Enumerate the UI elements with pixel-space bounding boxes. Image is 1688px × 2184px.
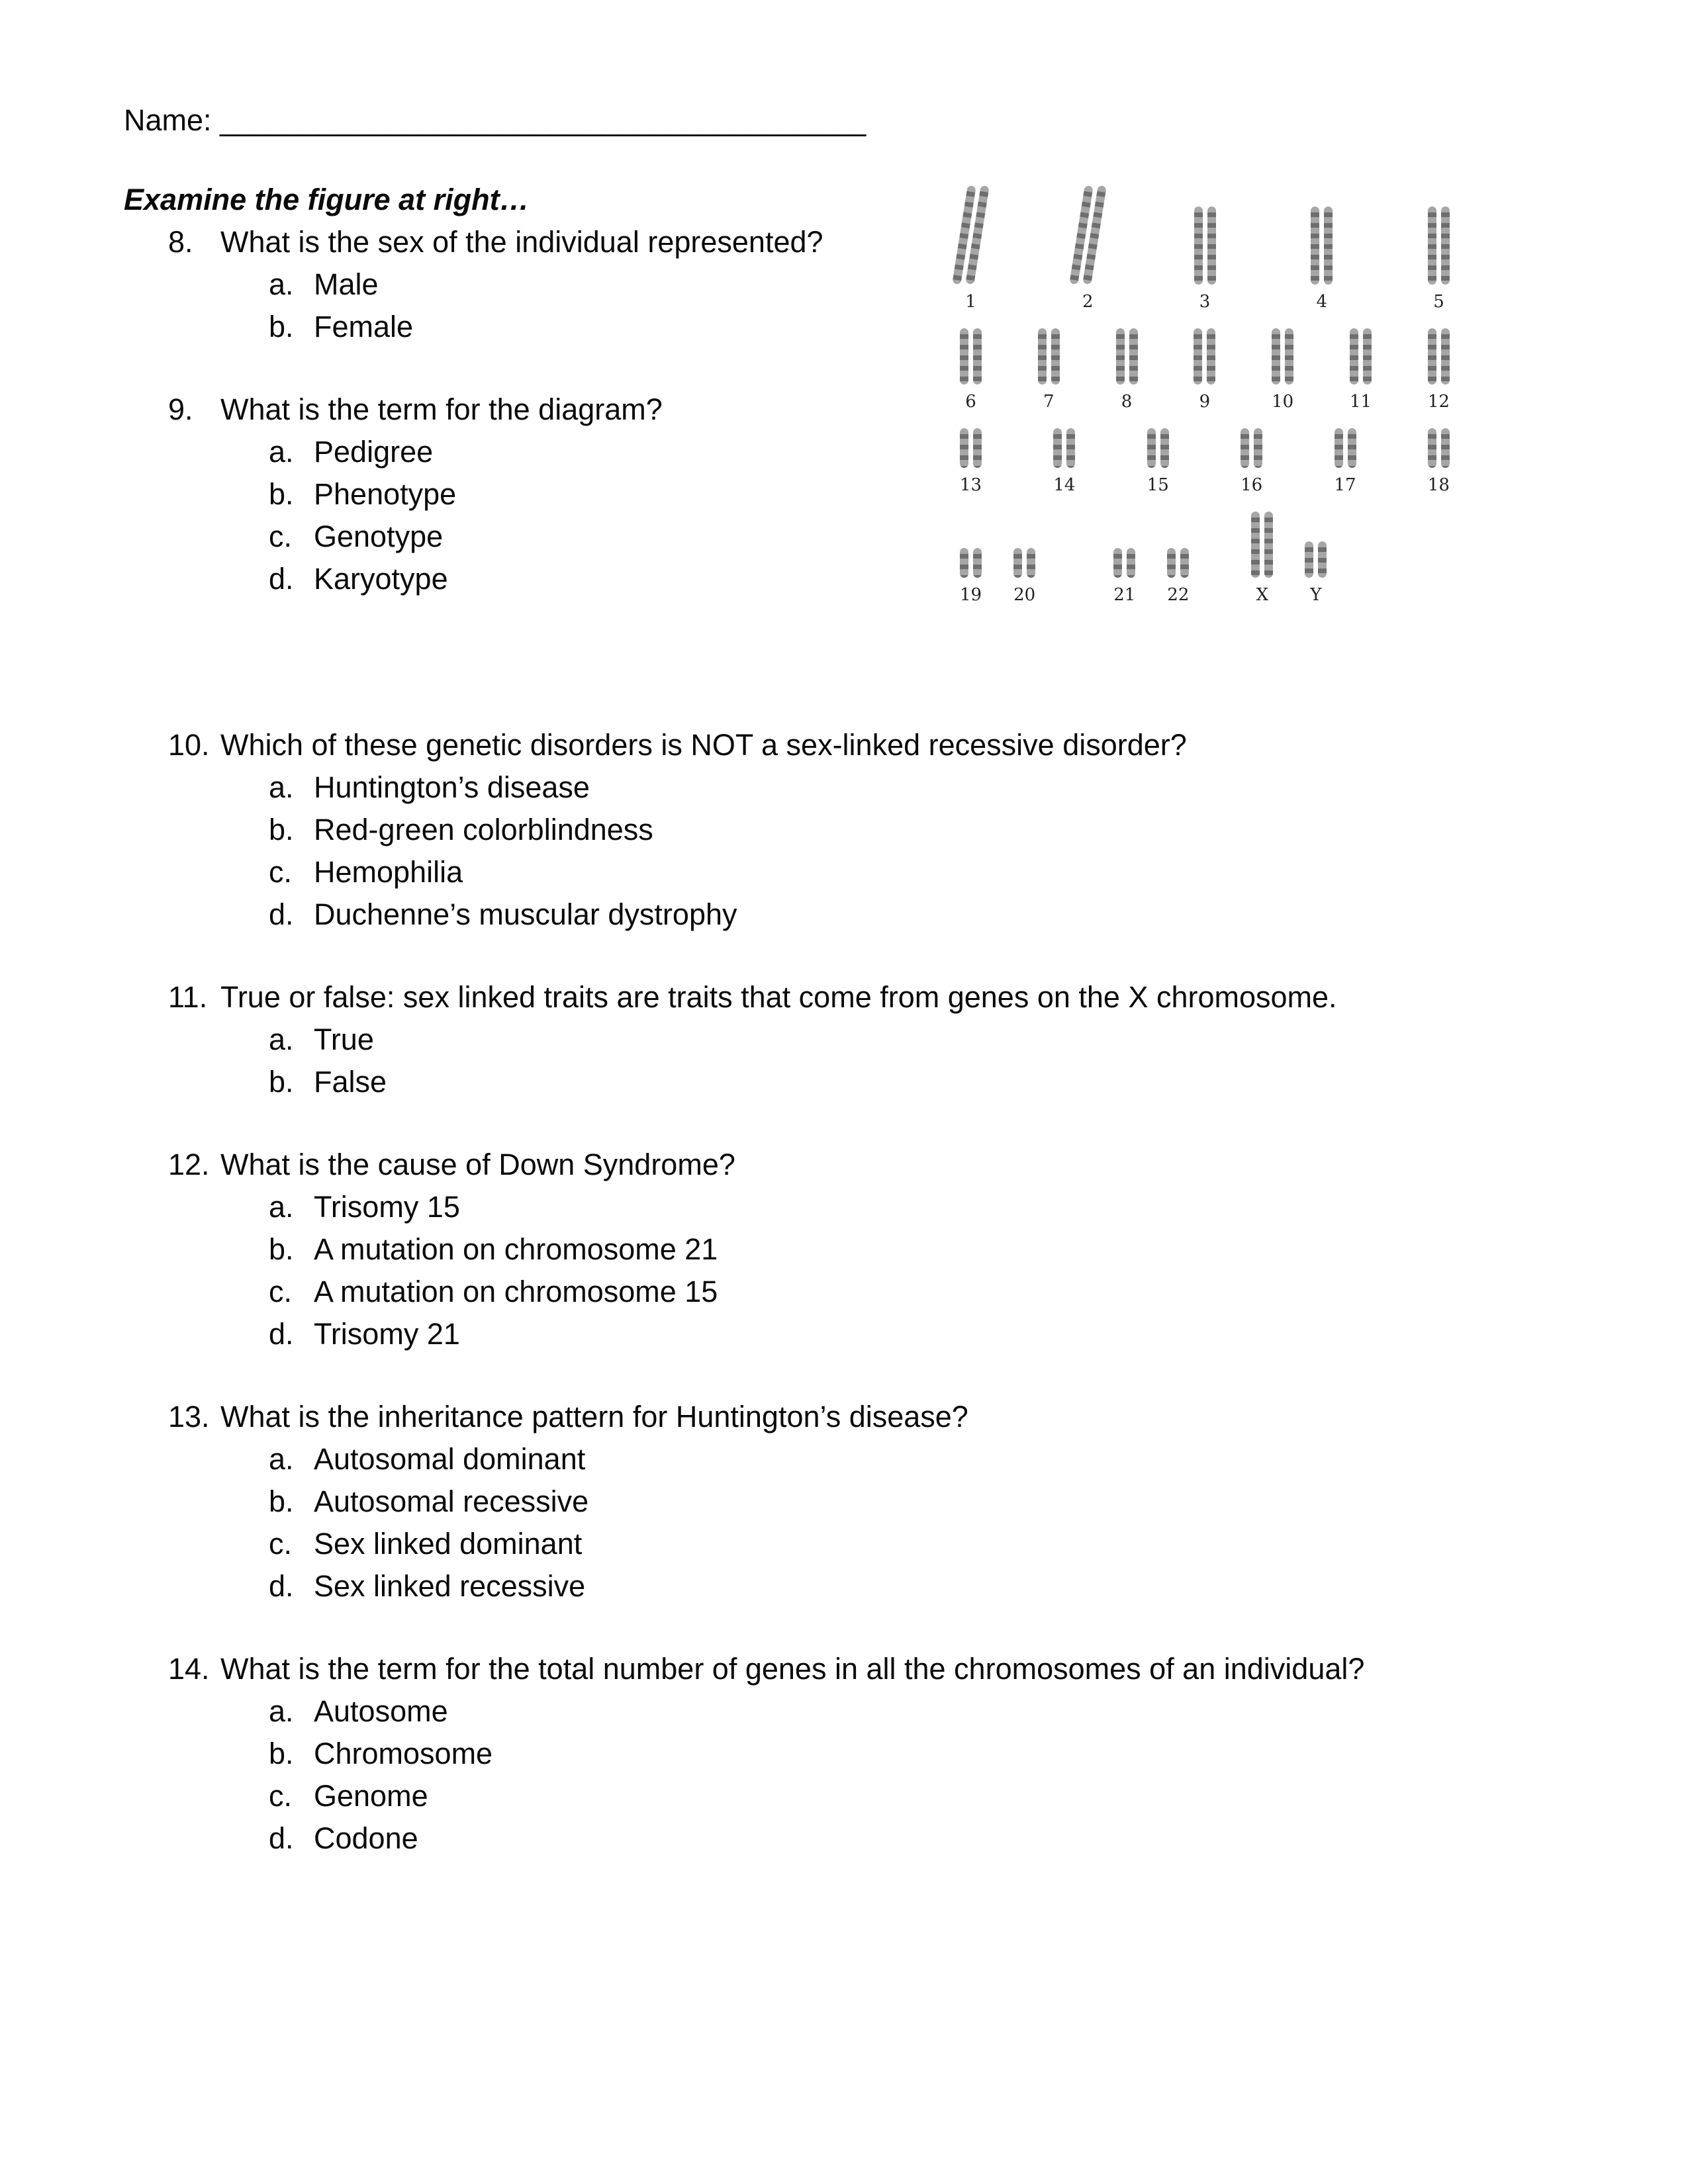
chromosome-icon <box>1285 328 1293 385</box>
choice <box>269 1565 1567 1608</box>
question-number: 10. <box>168 728 210 762</box>
chromosome-icon <box>1129 328 1138 385</box>
chromosome-pair-bars <box>960 185 982 285</box>
choice <box>269 1775 1567 1817</box>
chromosome-icon <box>1241 428 1249 468</box>
choice-letter: a. <box>269 267 294 301</box>
choice-text: Male <box>314 267 379 301</box>
chromosome-pair <box>960 328 982 411</box>
question-text: Which of these genetic disorders is NOT a sex-linked recessive disorder? <box>220 728 1187 762</box>
chromosome-pair-bars <box>1077 185 1099 285</box>
choice-letter: a. <box>269 1442 294 1476</box>
choice-letter: a. <box>269 770 294 804</box>
chromosome-pair <box>1038 328 1060 411</box>
chromosome-pair <box>1053 428 1075 494</box>
chromosome-icon <box>1013 548 1022 578</box>
chromosome-label: 14 <box>1053 475 1076 495</box>
choice-letter: b. <box>269 1484 294 1518</box>
chromosome-label: 22 <box>1167 585 1190 605</box>
question-number: 9. <box>168 392 193 426</box>
chromosome-pair <box>1428 206 1450 311</box>
choice-text: Chromosome <box>314 1737 493 1770</box>
chromosome-pair <box>960 185 982 311</box>
choice <box>269 1817 1567 1860</box>
chromosome-icon <box>1180 548 1189 578</box>
chromosome-label: 19 <box>960 585 982 605</box>
choice-text: Autosome <box>314 1694 448 1728</box>
choice <box>269 1271 1567 1313</box>
choice-letter: b. <box>269 813 294 846</box>
question-line <box>168 1396 1567 1438</box>
chromosome-label: 16 <box>1241 475 1263 495</box>
choice-text: Duchenne’s muscular dystrophy <box>314 897 737 931</box>
chromosome-icon <box>1350 328 1358 385</box>
chromosome-label: 20 <box>1013 585 1036 605</box>
chromosome-label: 13 <box>960 475 982 495</box>
choice-letter: a. <box>269 1190 294 1224</box>
choice-text: True <box>314 1023 374 1056</box>
question-text: What is the cause of Down Syndrome? <box>220 1148 735 1181</box>
chromosome-icon <box>1318 541 1327 578</box>
choice-letter: d. <box>269 1821 294 1855</box>
chromosome-label: 12 <box>1427 392 1450 412</box>
question-line <box>168 1144 1567 1186</box>
choice <box>269 1061 1567 1103</box>
choice <box>269 1019 1567 1061</box>
chromosome-icon <box>1207 328 1215 385</box>
chromosome-label: 3 <box>1199 292 1211 312</box>
chromosome-pair <box>960 428 982 494</box>
chromosome-icon <box>1272 328 1280 385</box>
choice <box>269 1523 1567 1565</box>
chromosome-icon <box>1335 428 1343 468</box>
chromosome-pair-bars <box>1311 206 1333 285</box>
chromosome-label: Y <box>1310 585 1322 605</box>
chromosome-icon <box>1324 206 1333 285</box>
question-text: True or false: sex linked traits are traits that come from genes on the X chromosome. <box>220 980 1337 1014</box>
choice-letter: c. <box>269 1275 293 1308</box>
choice-letter: a. <box>269 1694 294 1728</box>
instruction-heading: Examine the figure at right… <box>124 183 530 216</box>
chromosome-pair-bars <box>1272 328 1293 385</box>
chromosome-icon <box>1053 428 1062 468</box>
choice <box>269 851 1567 893</box>
chromosome-icon <box>1167 548 1176 578</box>
question-13 <box>168 1396 1567 1608</box>
chromosome-pair <box>1013 548 1035 604</box>
choice-letter: d. <box>269 1569 294 1603</box>
chromosome-icon <box>973 428 982 468</box>
question-line <box>168 724 1567 766</box>
chromosome-icon <box>1251 512 1260 578</box>
karyotype-figure <box>960 173 1450 622</box>
chromosome-pair-bars <box>1428 428 1450 468</box>
chromosome-pair-bars <box>1428 328 1450 385</box>
chromosome-pair-bars <box>960 548 982 578</box>
chromosome-pair <box>1251 512 1273 604</box>
question-number: 13. <box>168 1400 210 1433</box>
question-14 <box>168 1648 1567 1860</box>
choice <box>269 1186 1567 1228</box>
choice <box>269 1690 1567 1733</box>
name-row <box>124 99 1567 142</box>
chromosome-pair <box>1272 328 1293 411</box>
chromosome-label: 18 <box>1427 475 1450 495</box>
chromosome-icon <box>1264 512 1273 578</box>
choice <box>269 1733 1567 1775</box>
chromosome-icon <box>1428 328 1436 385</box>
chromosome-icon <box>1428 206 1436 285</box>
chromosome-pair-bars <box>1335 428 1356 468</box>
chromosome-label: 4 <box>1316 292 1328 312</box>
question-11 <box>168 976 1567 1103</box>
chromosome-label: 21 <box>1113 585 1136 605</box>
choice-letter: d. <box>269 1317 294 1351</box>
chromosome-pair <box>1167 548 1189 604</box>
chromosome-label: 2 <box>1082 292 1094 312</box>
question-number: 11. <box>168 980 208 1014</box>
name-label: Name: <box>124 103 212 137</box>
chromosome-pair <box>1147 428 1169 494</box>
chromosome-icon <box>1027 548 1035 578</box>
choice <box>269 893 1567 936</box>
question-text: What is the term for the total number of genes in all the chromosomes of an individual? <box>220 1652 1365 1686</box>
choice-text: Genotype <box>314 520 444 553</box>
chromosome-icon <box>1116 328 1125 385</box>
choice-letter: b. <box>269 310 294 343</box>
chromosome-icon <box>1127 548 1135 578</box>
question-number: 12. <box>168 1148 210 1181</box>
chromosome-pair-bars <box>960 328 982 385</box>
chromosome-pair <box>1311 206 1333 311</box>
choice-letter: a. <box>269 1023 294 1056</box>
chromosome-icon <box>1305 541 1313 578</box>
chromosome-icon <box>1348 428 1356 468</box>
chromosome-label: 11 <box>1350 392 1372 412</box>
choice <box>269 1228 1567 1271</box>
question-text: What is the sex of the individual represented? <box>220 225 823 259</box>
chromosome-icon <box>1441 428 1450 468</box>
chromosome-pair <box>1305 541 1327 604</box>
chromosome-pair <box>1350 328 1372 411</box>
chromosome-icon <box>1147 428 1156 468</box>
chromosome-pair-bars <box>1350 328 1372 385</box>
question-text: What is the term for the diagram? <box>220 392 663 426</box>
chromosome-icon <box>1194 206 1203 285</box>
choice-text: Genome <box>314 1779 428 1813</box>
question-12 <box>168 1144 1567 1355</box>
karyotype-row <box>960 185 1450 311</box>
chromosome-pair-bars <box>1147 428 1169 468</box>
choice-text: A mutation on chromosome 15 <box>314 1275 718 1308</box>
chromosome-pair-bars <box>1194 206 1216 285</box>
question-number: 14. <box>168 1652 210 1686</box>
choice-text: A mutation on chromosome 21 <box>314 1232 718 1266</box>
chromosome-label: 7 <box>1043 392 1055 412</box>
chromosome-pair-bars <box>1113 548 1135 578</box>
choice-letter: b. <box>269 1232 294 1266</box>
choice-text: False <box>314 1065 387 1099</box>
chromosome-pair-bars <box>1013 548 1035 578</box>
chromosome-pair-bars <box>1428 206 1450 285</box>
choice-letter: b. <box>269 1737 294 1770</box>
chromosome-pair-bars <box>1241 428 1262 468</box>
choice-text: Sex linked recessive <box>314 1569 586 1603</box>
question-number: 8. <box>168 225 193 259</box>
chromosome-icon <box>1113 548 1122 578</box>
chromosome-pair <box>1428 328 1450 411</box>
chromosome-pair-bars <box>1305 541 1327 578</box>
chromosome-icon <box>973 548 982 578</box>
choice-letter: b. <box>269 1065 294 1099</box>
question-line <box>168 976 1567 1019</box>
chromosome-icon <box>1254 428 1262 468</box>
choice-letter: c. <box>269 855 293 889</box>
chromosome-pair <box>1116 328 1138 411</box>
chromosome-pair-bars <box>960 428 982 468</box>
choice-letter: c. <box>269 520 293 553</box>
chromosome-label: 8 <box>1121 392 1133 412</box>
chromosome-pair-bars <box>1167 548 1189 578</box>
choice <box>269 809 1567 851</box>
chromosome-label: 10 <box>1272 392 1294 412</box>
chromosome-icon <box>1363 328 1372 385</box>
choice <box>269 1313 1567 1355</box>
chromosome-pair <box>1241 428 1262 494</box>
choice <box>269 1438 1567 1480</box>
choice-letter: c. <box>269 1779 293 1813</box>
choice-text: Huntington’s disease <box>314 770 590 804</box>
chromosome-icon <box>960 328 968 385</box>
choice-text: Codone <box>314 1821 418 1855</box>
chromosome-pair <box>1113 548 1135 604</box>
chromosome-label: 9 <box>1199 392 1211 412</box>
chromosome-icon <box>1038 328 1047 385</box>
question-line <box>168 1648 1567 1690</box>
chromosome-pair-bars <box>1053 428 1075 468</box>
chromosome-icon <box>1194 328 1202 385</box>
chromosome-icon <box>1441 328 1450 385</box>
choice-letter: a. <box>269 435 294 469</box>
chromosome-label: 5 <box>1433 292 1444 312</box>
karyotype-row <box>960 428 1450 494</box>
chromosome-icon <box>1051 328 1060 385</box>
chromosome-pair <box>960 548 982 604</box>
chromosome-icon <box>973 328 982 385</box>
karyotype-row <box>960 328 1450 411</box>
choice-text: Trisomy 15 <box>314 1190 460 1224</box>
chromosome-pair-bars <box>1116 328 1138 385</box>
choice-text: Pedigree <box>314 435 434 469</box>
chromosome-label: 17 <box>1334 475 1356 495</box>
name-blank-line: _______________________________________ <box>220 103 867 137</box>
choice-text: Trisomy 21 <box>314 1317 460 1351</box>
chromosome-pair <box>1194 206 1216 311</box>
chromosome-pair-bars <box>1194 328 1215 385</box>
chromosome-icon <box>1066 428 1075 468</box>
choice-text: Hemophilia <box>314 855 463 889</box>
chromosome-label: 1 <box>965 292 976 312</box>
choice-letter: d. <box>269 897 294 931</box>
chromosome-icon <box>1428 428 1436 468</box>
chromosome-pair-bars <box>1038 328 1060 385</box>
choice-text: Karyotype <box>314 562 448 596</box>
karyotype-row <box>960 512 1450 604</box>
choice-text: Red-green colorblindness <box>314 813 653 846</box>
chromosome-icon <box>1207 206 1216 285</box>
choice-text: Phenotype <box>314 477 457 511</box>
chromosome-pair-bars <box>1251 512 1273 578</box>
choice <box>269 766 1567 809</box>
choice-letter: d. <box>269 562 294 596</box>
choice-letter: b. <box>269 477 294 511</box>
chromosome-icon <box>960 548 968 578</box>
chromosome-icon <box>1311 206 1319 285</box>
question-10 <box>168 724 1567 936</box>
chromosome-pair <box>1077 185 1099 311</box>
chromosome-icon <box>960 428 968 468</box>
choice-letter: c. <box>269 1527 293 1561</box>
choice <box>269 1480 1567 1523</box>
choice-text: Autosomal dominant <box>314 1442 586 1476</box>
chromosome-label: 6 <box>965 392 976 412</box>
chromosome-pair <box>1194 328 1215 411</box>
chromosome-label: 15 <box>1147 475 1169 495</box>
chromosome-pair <box>1335 428 1356 494</box>
question-text: What is the inheritance pattern for Huntington’s disease? <box>220 1400 968 1433</box>
choice-text: Female <box>314 310 414 343</box>
chromosome-pair <box>1428 428 1450 494</box>
chromosome-icon <box>1441 206 1450 285</box>
chromosome-icon <box>1160 428 1169 468</box>
choice-text: Sex linked dominant <box>314 1527 583 1561</box>
chromosome-label: X <box>1256 585 1269 605</box>
choice-text: Autosomal recessive <box>314 1484 589 1518</box>
